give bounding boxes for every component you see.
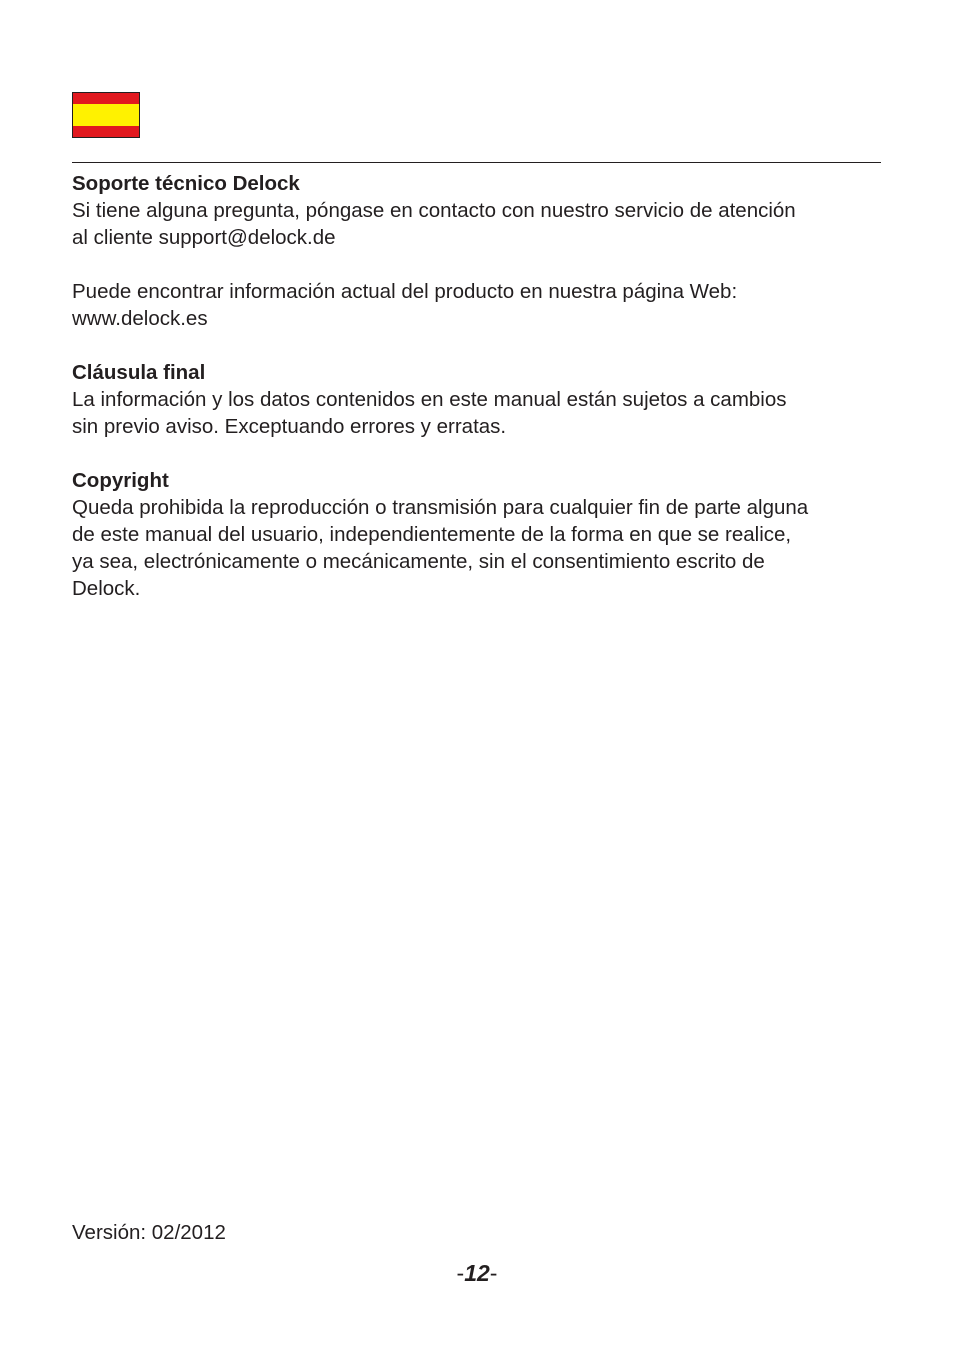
page-number-value: 12 [464, 1260, 490, 1286]
section-line: Queda prohibida la reproducción o transmisión para cualquier fin de parte alguna [72, 496, 809, 519]
section-line: sin previo aviso. Exceptuando errores y erratas. [72, 415, 507, 438]
section-heading: Copyright [72, 469, 169, 492]
flag-stripe-middle [73, 104, 139, 126]
section-product-info [72, 278, 884, 332]
section-line: ya sea, electrónicamente o mecánicamente, sin el consentimiento escrito de [72, 550, 765, 573]
header-divider [72, 162, 881, 163]
section-heading: Soporte técnico Delock [72, 172, 300, 195]
section-line: Delock. [72, 577, 141, 600]
section-line: La información y los datos contenidos en este manual están sujetos a cambios [72, 388, 787, 411]
section-line: Si tiene alguna pregunta, póngase en contacto con nuestro servicio de atención [72, 199, 796, 222]
flag-stripe-top [73, 93, 139, 104]
section-heading: Cláusula final [72, 361, 206, 384]
section-final-clause [72, 359, 884, 440]
flag-stripe-bottom [73, 126, 139, 137]
section-line: Puede encontrar información actual del producto en nuestra página Web: [72, 280, 738, 303]
page-number-prefix: - [456, 1260, 465, 1286]
section-line: al cliente support@delock.de [72, 226, 336, 249]
section-line: www.delock.es [72, 307, 208, 330]
page-number [0, 1258, 954, 1288]
document-body [72, 170, 884, 629]
version-label: Versión: 02/2012 [72, 1221, 226, 1244]
section-line: de este manual del usuario, independientemente de la forma en que se realice, [72, 523, 792, 546]
section-support [72, 170, 884, 251]
section-copyright [72, 467, 884, 602]
spain-flag-icon [72, 92, 140, 138]
page-number-suffix: - [489, 1260, 498, 1286]
